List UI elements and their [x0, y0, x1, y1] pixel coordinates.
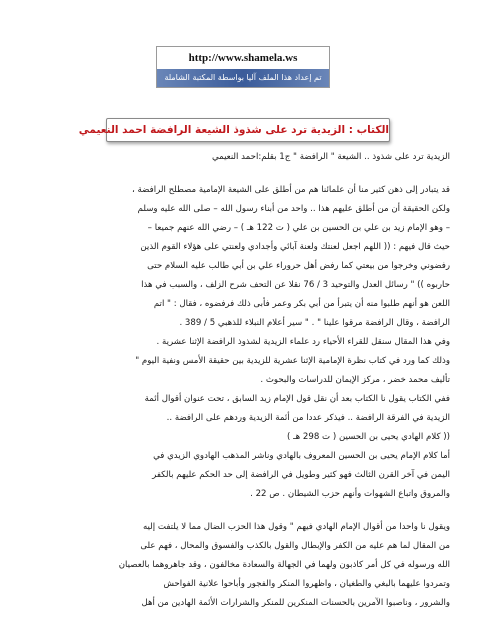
text-line: الرافضة ، وقال الرافضة مرقوا علينا " . " سير أعلام النبلاء للذهبي 5 / 389 .: [179, 318, 450, 328]
paragraph-2: [30, 518, 450, 613]
text-line: أما كلام الإمام يحيى بن الحسين المعروف بالهادي وناشر المذهب الهادوي الزيدي في: [153, 451, 450, 461]
text-line: الزيدية في الفرقة الرافضة .. فيذكر عددا من أئمة الزيدية وردهم على الرافضة ..: [166, 413, 450, 423]
paragraph-1: [30, 181, 450, 504]
text-line: وذلك كما ورد في كتاب نظرة الإمامية الإثنا عشرية للزيدية بين حقيقة الأمس ونفية اليوم ": [135, 356, 450, 366]
text-line: الله ورسوله في كل أمر كاذبون ولهما في الجهالة والسعادة مخالفون ، وقد جاهروهما بالعصيان: [118, 560, 450, 570]
text-line: اليمن في آخر القرن الثالث فهو كثير وطويل في الرافضة إلى حد الحكم عليهم بالكفر: [152, 470, 450, 480]
text-line: وتمردوا عليهما بالبغي والطغيان ، واظهروا المنكر والفجور وأباحوا علانية الفواحش: [163, 579, 450, 589]
intro-line: الزيدية ترد على شذوذ .. الشيعة " الرافضة " ج1 بقلم:احمد النعيمي: [211, 152, 450, 162]
text-line: ولكن الحقيقة أن من أطلق عليهم هذا .. واحد من أبناء رسول الله – صلى الله عليه وسلم: [137, 204, 450, 214]
text-line: من المقال لما هم عليه من الكفر والإبطال والقول بالكذب والفسوق والمحال ، فهم على: [140, 541, 450, 551]
site-url[interactable]: http://www.shamela.ws: [188, 52, 298, 64]
text-line: حاربوه )) " رسائل العدل والتوحيد 3 / 76 نقلا عن التحف شرح الزلف ، والسبب في هذا: [141, 280, 450, 290]
text-line: قد يتبادر إلى ذهن كثير منا أن علمائنا هم من أطلق على الشيعة الإمامية مصطلح الرافضة ،: [132, 185, 450, 195]
text-line: والشرور ، وناصبوا الآمرين بالحسنات المنكرين للمنكر والشرارات الأئمة الهادين من أهل: [141, 598, 450, 608]
header-band: تم إعداد هذا الملف آليا بواسطة المكتبة الشاملة: [157, 69, 329, 87]
text-line: تأليف محمد خضر ، مركز الإيمان للدراسات والبحوث .: [260, 375, 450, 385]
text-line: والمروق واتباع الشهوات وأنهم حزب الشيطان . ص 22 .: [250, 489, 450, 499]
shamela-header: [156, 46, 330, 88]
text-line: (( كلام الهادي يحيى بن الحسين ( ت 298 هـ ): [287, 432, 450, 442]
text-line: – وهو الإمام زيد بن علي بن الحسين بن علي ( ت 122 هـ ) – رضي الله عنهم جميعا –: [147, 223, 450, 233]
text-line: وفي هذا المقال سنقل للقراء الأحياء رد علماء الزيدية لشذوذ الرافضة الإثنا عشرية .: [156, 337, 450, 347]
text-line: ففي الكتاب يقول نا الكتاب بعد أن نقل قول الإمام زيد السابق ، تحت عنوان أقوال أئمة: [144, 394, 450, 404]
book-title: الكتاب : الزيدية ترد على شذوذ الشيعة الرافضة احمد النعيمي: [106, 118, 390, 142]
text-line: اللعن هو أنهم طلبوا منه أن يتبرأ من أبي بكر وعمر فأبى ذلك فرفضوه ، فقال : " اتم: [153, 299, 450, 309]
text-line: ويقول نا واحدا من أقوال الإمام الهادي فيهم " وقول هذا الحزب الضال مما لا يلتفت إليه: [142, 522, 450, 532]
document-body: [30, 148, 450, 613]
text-line: رفضوني وخرجوا من بيعتي كما رفض أهل حروراء علي بن أبي طالب عليه السلام حتى: [147, 261, 450, 271]
text-line: حيث قال فيهم : (( اللهم اجعل لعنتك ولعنة آبائي وأجدادي ولعنتي على هؤلاء القوم الذين: [140, 242, 450, 252]
